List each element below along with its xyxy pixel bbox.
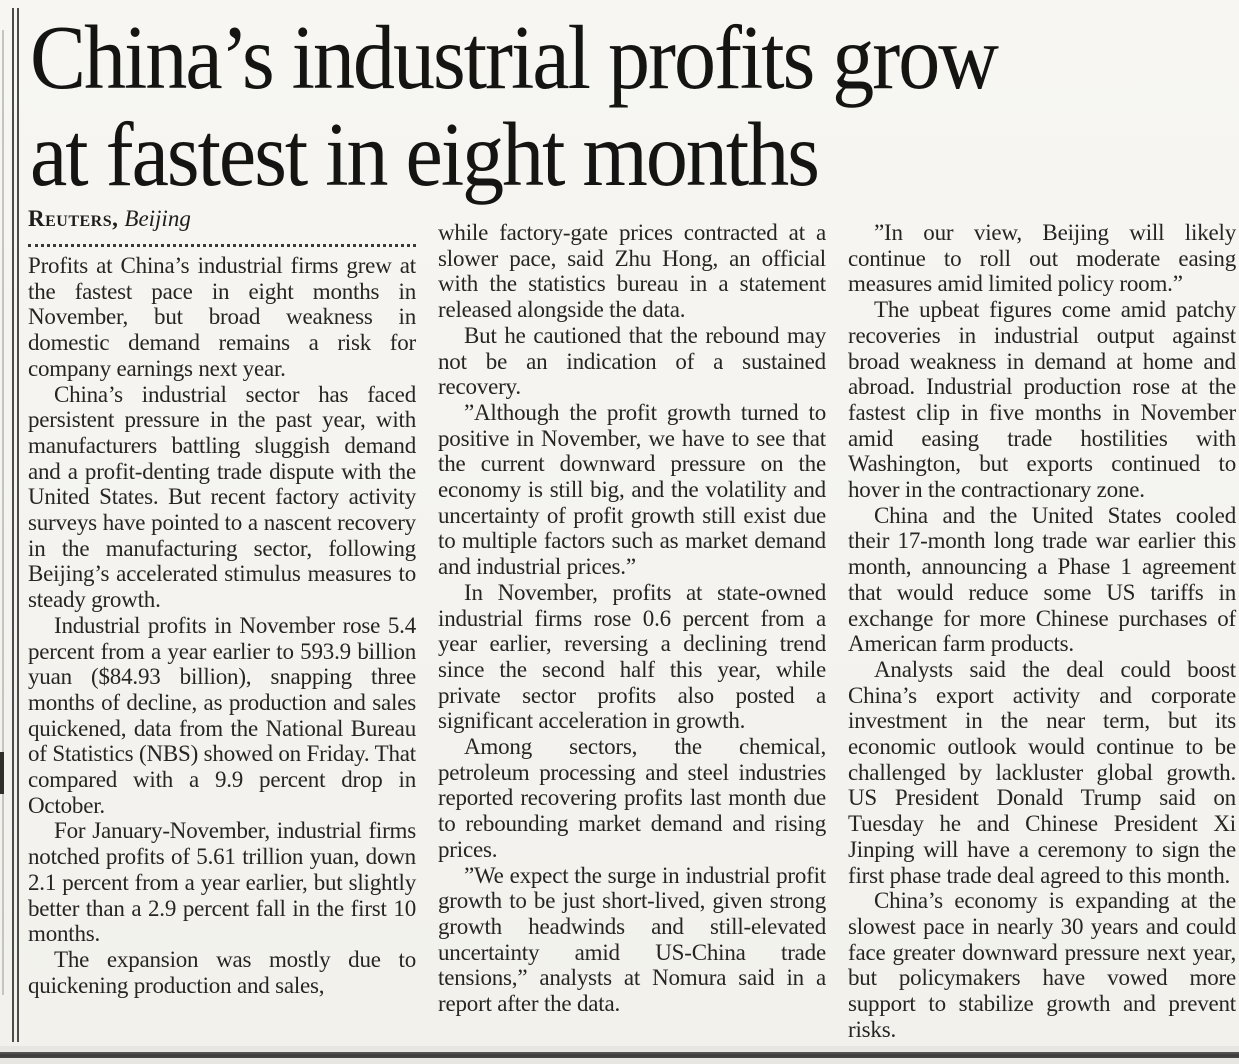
paragraph: Analysts said the deal could boost China’s export activity and corporate investment in the near term, but its economic outlook would continue to be challenged by lackluster global growth. US President Donald Trump said on Tuesday he and Chinese President Xi Jinping will have a ceremony to sign the first phase trade deal agreed to this month. [848,656,1236,888]
bottom-rule [0,1052,1239,1058]
paragraph: China’s industrial sector has faced persistent pressure in the past year, with manufacturers battling sluggish demand and a profit-denting trade dispute with the United States. But recent factory activity surveys have pointed to a nascent recovery in the manufacturing sector, following Beijing’s accelerated stimulus measures to steady growth. [28,381,416,613]
byline [28,206,416,232]
byline-agency: Reuters, [28,206,119,231]
headline-line-2: at fastest in eight months [30,105,818,206]
article-headline [30,10,997,204]
paragraph: China and the United States cooled their 17-month long trade war earlier this month, announcing a Phase 1 agreement that would reduce some US tariffs in exchange for more Chinese purchases of American farm products. [848,502,1236,657]
paragraph: The expansion was mostly due to quickening production and sales, [28,946,416,998]
paragraph: ”We expect the surge in industrial profit growth to be just short-lived, given strong growth headwinds and still-elevated uncertainty amid US-China trade tensions,” analysts at Nomura said in a report after the data. [438,862,826,1017]
article-body [28,204,1237,1046]
column-1 [28,204,416,1046]
paragraph: Industrial profits in November rose 5.4 percent from a year earlier to 593.9 billion yuan ($84.93 billion), snapping three months of decline, as production and sales quickened, data from the National Bureau of Statistics (NBS) showed on Friday. That compared with a 9.9 percent drop in October. [28,612,416,818]
paragraph: For January-November, industrial firms notched profits of 5.61 trillion yuan, down 2.1 percent from a year earlier, but slightly better than a 2.9 percent fall in the first 10 months. [28,818,416,947]
paragraph: while factory-gate prices contracted at a slower pace, said Zhu Hong, an official with the statistics bureau in a statement released alongside the data. [438,220,826,323]
headline-line-1: China’s industrial profits grow [30,8,997,109]
paragraph: The upbeat figures come amid patchy recoveries in industrial output against broad weakness in demand at home and abroad. Industrial production rose at the fastest clip in five months in November amid easing trade hostilities with Washington, but exports continued to hover in the contractionary zone. [848,297,1236,503]
paragraph: But he cautioned that the rebound may not be an indication of a sustained recovery. [438,322,826,400]
paragraph: In November, profits at state-owned industrial firms rose 0.6 percent from a year earlier, reversing a declining trend since the second half this year, while private sector profits also posted a significant acceleration in growth. [438,579,826,734]
byline-location: Beijing [124,206,191,231]
paragraph: ”Although the profit growth turned to positive in November, we have to see that the current downward pressure on the economy is still big, and the volatility and uncertainty of profit growth still exist due to multiple factors such as market demand and industrial prices.” [438,399,826,580]
paragraph: Profits at China’s industrial firms grew at the fastest pace in eight months in November, but broad weakness in domestic demand remains a risk for company earnings next year. [28,253,416,381]
paragraph: Among sectors, the chemical, petroleum processing and steel industries reported recovering profits last month due to rebounding market demand and rising prices. [438,734,826,862]
left-edge-mark [0,752,4,794]
column-2 [438,204,826,1046]
dotted-divider [28,244,416,247]
page-edge-line [2,30,4,995]
left-double-rule [12,8,19,1042]
paragraph: ”In our view, Beijing will likely continue to roll out moderate easing measures amid limited policy room.” [848,220,1236,297]
paragraph: China’s economy is expanding at the slowest pace in nearly 30 years and could face greater downward pressure next year, but policymakers have vowed more support to stabilize growth and prevent risks. [848,888,1236,1042]
column-3 [848,204,1236,1046]
